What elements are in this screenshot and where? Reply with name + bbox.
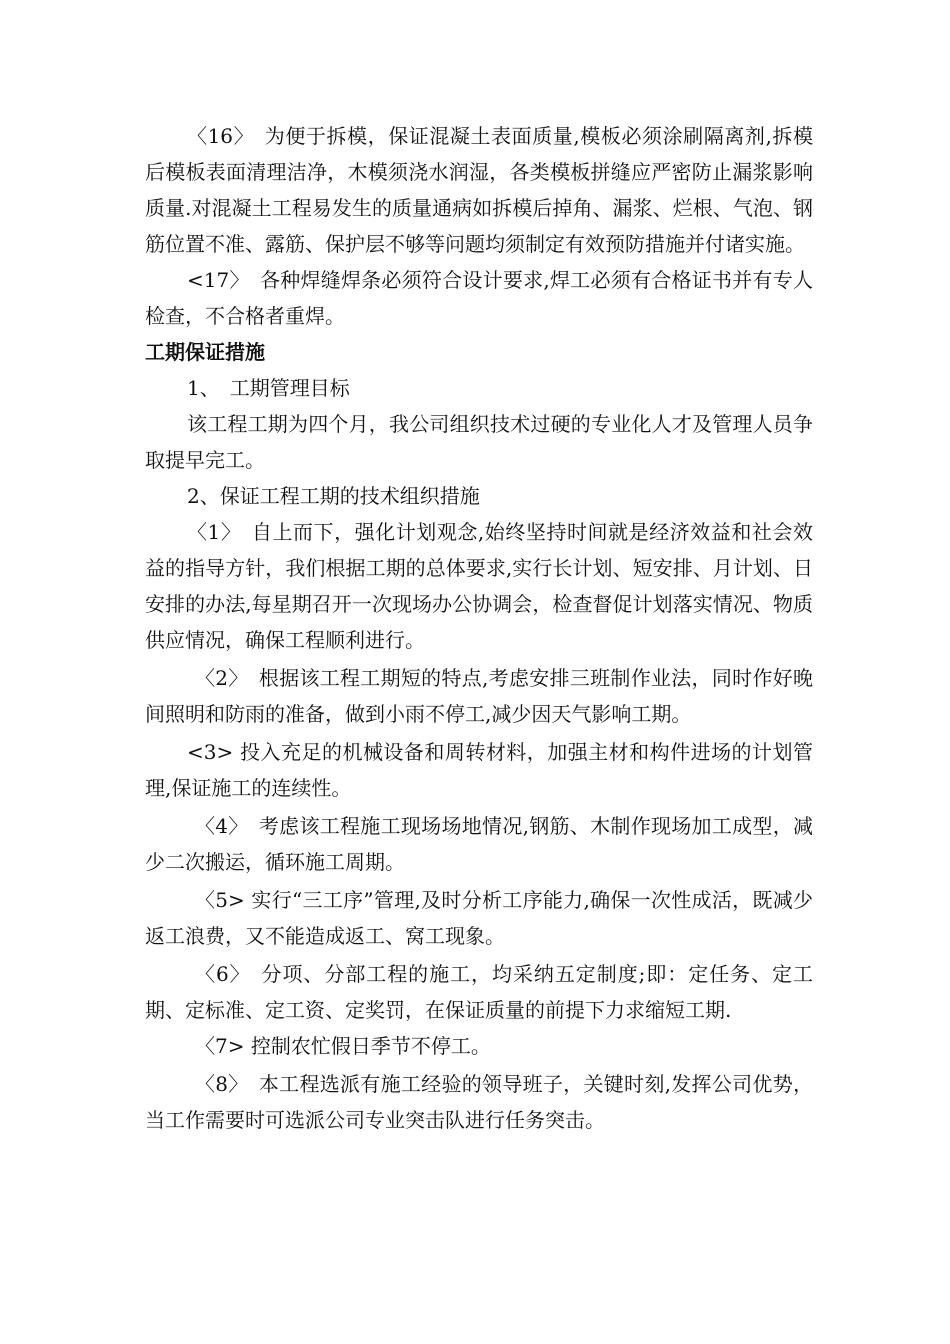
paragraph-17: <17〉 各种焊缝焊条必须符合设计要求,焊工必须有合格证书并有专人检查，不合格者重焊。 bbox=[145, 268, 813, 328]
measure-3: <3> 投入充足的机械设备和周转材料，加强主材和构件进场的计划管理,保证施工的连续性。 bbox=[145, 740, 813, 800]
measure-8: 〈8〉 本工程选派有施工经验的领导班子，关键时刻,发挥公司优势，当工作需要时可选派公司专业突击队进行任务突击。 bbox=[145, 1072, 813, 1132]
measure-2: 〈2〉 根据该工程工期短的特点,考虑安排三班制作业法，同时作好晚间照明和防雨的准备，做到小雨不停工,减少因天气影响工期。 bbox=[145, 666, 813, 726]
measure-4: 〈4〉 考虑该工程施工现场场地情况,钢筋、木制作现场加工成型，减少二次搬运，循环施工周期。 bbox=[145, 814, 813, 874]
item-1-title: 1、 工期管理目标 bbox=[187, 376, 350, 400]
measure-1: 〈1〉 自上而下，强化计划观念,始终坚持时间就是经济效益和社会效益的指导方针，我们根据工期的总体要求,实行长计划、短安排、月计划、日安排的办法,每星期召开一次现场办公协调会，检查督促计划落实情况、物质供应情况，确保工程顺利进行。 bbox=[145, 520, 813, 652]
measure-5: 〈5> 实行“三工序”管理,及时分析工序能力,确保一次性成活，既减少返工浪费，又不能造成返工、窝工现象。 bbox=[145, 888, 813, 948]
measure-6: 〈6〉 分项、分部工程的施工，均采纳五定制度;即：定任务、定工期、定标准、定工资、定奖罚，在保证质量的前提下力求缩短工期. bbox=[145, 962, 813, 1022]
section-heading: 工期保证措施 bbox=[145, 340, 265, 364]
document-body bbox=[145, 118, 813, 1138]
paragraph-16: 〈16〉 为便于拆模，保证混凝土表面质量,模板必须涂刷隔离剂,拆模后模板表面清理洁净，木模须浇水润湿，各类模板拼缝应严密防止漏浆影响质量.对混凝土工程易发生的质量通病如拆模后掉角、漏浆、烂根、气泡、钢筋位置不准、露筋、保护层不够等问题均须制定有效预防措施并付诸实施。 bbox=[145, 124, 813, 256]
measure-7: 〈7> 控制农忙假日季节不停工。 bbox=[195, 1034, 491, 1058]
item-1-body: 该工程工期为四个月，我公司组织技术过硬的专业化人才及管理人员争取提早完工。 bbox=[145, 412, 813, 472]
item-2-title: 2、保证工程工期的技术组织措施 bbox=[187, 484, 480, 508]
